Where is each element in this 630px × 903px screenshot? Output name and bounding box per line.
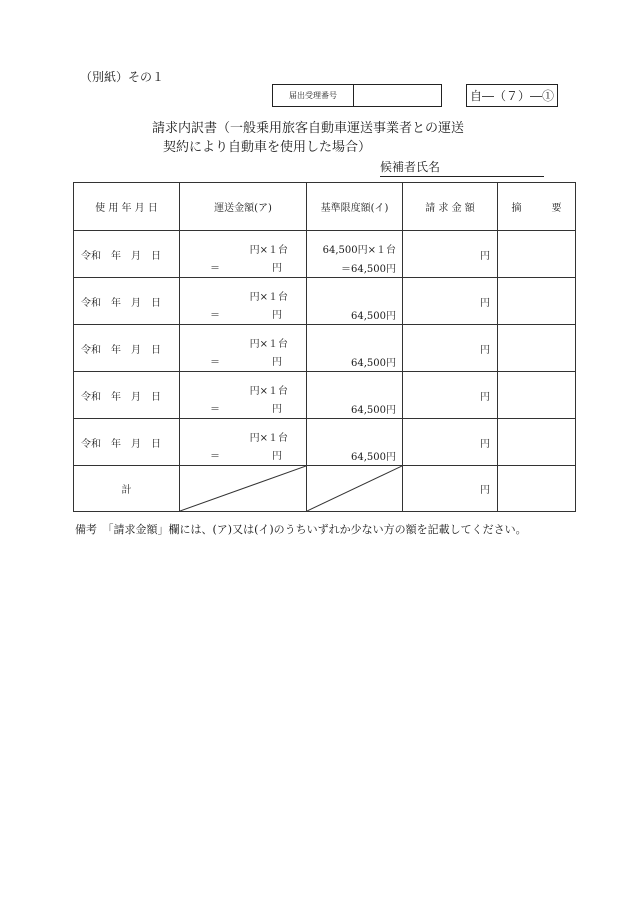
fare-total-crossed-cell (180, 466, 307, 512)
limit-amount-cell (307, 372, 403, 419)
limit-amount-cell (307, 278, 403, 325)
receipt-number-box (272, 84, 442, 107)
fare-yen: 円 (272, 451, 282, 462)
diagonal-strike (307, 466, 402, 511)
equals-sign: ＝ (210, 357, 220, 368)
document-title-line1: 請求内訳書（一般乗用旅客自動車運送事業者との運送 (152, 121, 465, 136)
form-code-box: 自―（７）―① (466, 84, 558, 107)
fare-yen: 円 (272, 263, 282, 274)
candidate-name-label: 候補者氏名 (380, 160, 441, 174)
candidate-name-line[interactable] (380, 158, 544, 177)
fare-amount-cell[interactable] (180, 231, 307, 278)
header-fare-amount: 運送金額(ア) (180, 183, 307, 231)
fare-per-car: 円×１台 (249, 292, 288, 303)
claim-amount-cell[interactable]: 円 (403, 231, 498, 278)
remarks-cell[interactable] (498, 419, 576, 466)
limit-value: 64,500円 (351, 405, 396, 416)
header-limit-amount: 基準限度額(イ) (307, 183, 403, 231)
diagonal-strike (180, 466, 306, 511)
fare-yen: 円 (272, 404, 282, 415)
table-row (74, 231, 576, 278)
limit-amount-cell (307, 419, 403, 466)
claim-amount-cell[interactable]: 円 (403, 419, 498, 466)
total-row (74, 466, 576, 512)
fare-amount-cell[interactable] (180, 372, 307, 419)
limit-amount-cell (307, 325, 403, 372)
table-row (74, 372, 576, 419)
usage-date-cell[interactable]: 令和 年 月 日 (74, 278, 180, 325)
equals-sign: ＝ (210, 263, 220, 274)
fare-per-car: 円×１台 (249, 433, 288, 444)
claim-amount-cell[interactable]: 円 (403, 372, 498, 419)
limit-value: 64,500円 (351, 358, 396, 369)
document-title-line2: 契約により自動車を使用した場合） (163, 140, 372, 155)
equals-sign: ＝ (210, 451, 220, 462)
header-usage-date: 使 用 年 月 日 (74, 183, 180, 231)
remarks-note: 備考 「請求金額」欄には、(ア)又は(イ)のうちいずれか少ない方の額を記載してください。 (75, 523, 527, 536)
appendix-label: （別紙）その１ (80, 70, 165, 84)
usage-date-cell[interactable]: 令和 年 月 日 (74, 372, 180, 419)
limit-amount-cell (307, 231, 403, 278)
equals-sign: ＝ (210, 310, 220, 321)
usage-date-cell[interactable]: 令和 年 月 日 (74, 325, 180, 372)
receipt-number-field[interactable] (354, 85, 441, 106)
fare-amount-cell[interactable] (180, 419, 307, 466)
header-claim-amount: 請 求 金 額 (403, 183, 498, 231)
fare-per-car: 円×１台 (249, 339, 288, 350)
total-label: 計 (74, 466, 180, 512)
total-remarks-cell[interactable] (498, 466, 576, 512)
limit-value: ＝64,500円 (341, 264, 396, 275)
limit-value: 64,500円 (351, 311, 396, 322)
fare-yen: 円 (272, 357, 282, 368)
fare-per-car: 円×１台 (249, 245, 288, 256)
claim-breakdown-table (73, 182, 576, 512)
remarks-cell[interactable] (498, 372, 576, 419)
table-row (74, 325, 576, 372)
fare-amount-cell[interactable] (180, 325, 307, 372)
usage-date-cell[interactable]: 令和 年 月 日 (74, 231, 180, 278)
fare-yen: 円 (272, 310, 282, 321)
total-claim-cell[interactable]: 円 (403, 466, 498, 512)
remarks-cell[interactable] (498, 325, 576, 372)
fare-amount-cell[interactable] (180, 278, 307, 325)
receipt-number-label: 届出受理番号 (273, 85, 354, 106)
table-header-row (74, 183, 576, 231)
equals-sign: ＝ (210, 404, 220, 415)
limit-total-crossed-cell (307, 466, 403, 512)
limit-formula: 64,500円×１台 (322, 245, 396, 256)
claim-amount-cell[interactable]: 円 (403, 278, 498, 325)
header-remarks: 摘 要 (498, 183, 576, 231)
fare-per-car: 円×１台 (249, 386, 288, 397)
remarks-cell[interactable] (498, 278, 576, 325)
claim-amount-cell[interactable]: 円 (403, 325, 498, 372)
usage-date-cell[interactable]: 令和 年 月 日 (74, 419, 180, 466)
limit-value: 64,500円 (351, 452, 396, 463)
table-row (74, 419, 576, 466)
remarks-cell[interactable] (498, 231, 576, 278)
table-row (74, 278, 576, 325)
